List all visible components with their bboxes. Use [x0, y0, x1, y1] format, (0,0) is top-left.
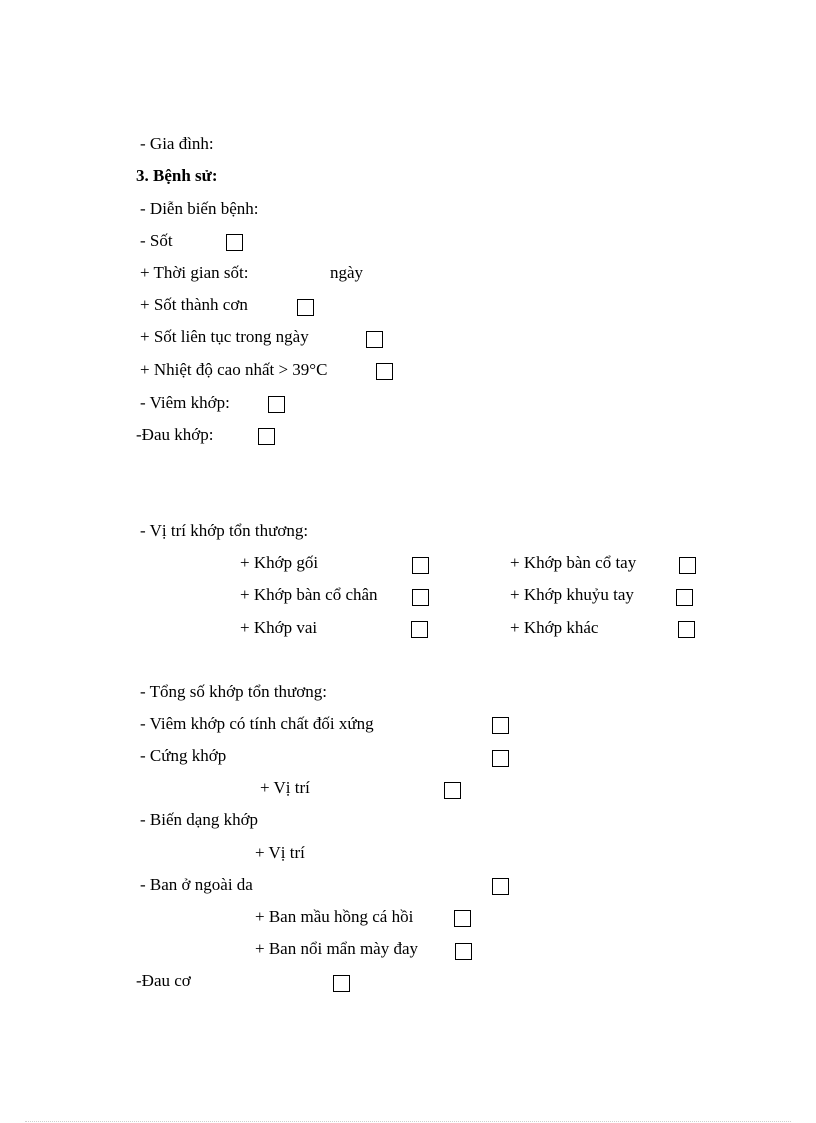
- urticaria-label: + Ban nổi mẩn mày đay: [255, 939, 419, 958]
- wrist-label: + Khớp bàn cổ tay: [510, 553, 637, 572]
- ankle-checkbox[interactable]: [412, 589, 429, 606]
- shoulder-checkbox[interactable]: [411, 621, 428, 638]
- joint-location-label: - Vị trí khớp tổn thương:: [140, 521, 309, 540]
- wrist-checkbox[interactable]: [679, 557, 696, 574]
- fever-max-temp-checkbox[interactable]: [376, 363, 393, 380]
- other-joint-checkbox[interactable]: [678, 621, 695, 638]
- fever-duration-unit: ngày: [330, 263, 364, 282]
- knee-label: + Khớp gối: [240, 553, 319, 572]
- progression-label: - Diễn biến bệnh:: [140, 199, 259, 218]
- elbow-label: + Khớp khuỷu tay: [510, 585, 634, 604]
- fever-continuous-label: + Sốt liên tục trong ngày: [140, 327, 309, 346]
- muscle-pain-checkbox[interactable]: [333, 975, 350, 992]
- ankle-label: + Khớp bàn cổ chân: [240, 585, 378, 604]
- shoulder-label: + Khớp vai: [240, 618, 318, 637]
- arthritis-checkbox[interactable]: [268, 396, 285, 413]
- symmetric-label: - Viêm khớp có tính chất đối xứng: [140, 714, 374, 733]
- salmon-rash-label: + Ban mầu hồng cá hồi: [255, 907, 414, 926]
- skin-rash-label: - Ban ở ngoài da: [140, 875, 253, 894]
- fever-label: - Sốt: [140, 231, 173, 250]
- elbow-checkbox[interactable]: [676, 589, 693, 606]
- muscle-pain-label: -Đau cơ: [136, 971, 191, 990]
- salmon-rash-checkbox[interactable]: [454, 910, 471, 927]
- total-joints-label: - Tổng số khớp tổn thương:: [140, 682, 327, 701]
- fever-intermittent-label: + Sốt thành cơn: [140, 295, 248, 314]
- fever-continuous-checkbox[interactable]: [366, 331, 383, 348]
- skin-rash-checkbox[interactable]: [492, 878, 509, 895]
- section-heading: 3. Bệnh sử:: [136, 166, 218, 185]
- fever-intermittent-checkbox[interactable]: [297, 299, 314, 316]
- stiffness-checkbox[interactable]: [492, 750, 509, 767]
- fever-checkbox[interactable]: [226, 234, 243, 251]
- arthritis-label: - Viêm khớp:: [140, 393, 230, 412]
- deformity-location-label: + Vị trí: [255, 843, 305, 862]
- deformity-label: - Biến dạng khớp: [140, 810, 259, 829]
- symmetric-checkbox[interactable]: [492, 717, 509, 734]
- joint-pain-label: -Đau khớp:: [136, 425, 214, 444]
- knee-checkbox[interactable]: [412, 557, 429, 574]
- stiffness-location-checkbox[interactable]: [444, 782, 461, 799]
- stiffness-location-label: + Vị trí: [260, 778, 310, 797]
- stiffness-label: - Cứng khớp: [140, 746, 227, 765]
- joint-pain-checkbox[interactable]: [258, 428, 275, 445]
- urticaria-checkbox[interactable]: [455, 943, 472, 960]
- family-label: - Gia đình:: [140, 134, 214, 153]
- fever-max-temp-label: + Nhiệt độ cao nhất > 39°C: [140, 360, 328, 379]
- other-joint-label: + Khớp khác: [510, 618, 599, 637]
- page-bottom-divider: [25, 1121, 791, 1122]
- fever-duration-label: + Thời gian sốt:: [140, 263, 249, 282]
